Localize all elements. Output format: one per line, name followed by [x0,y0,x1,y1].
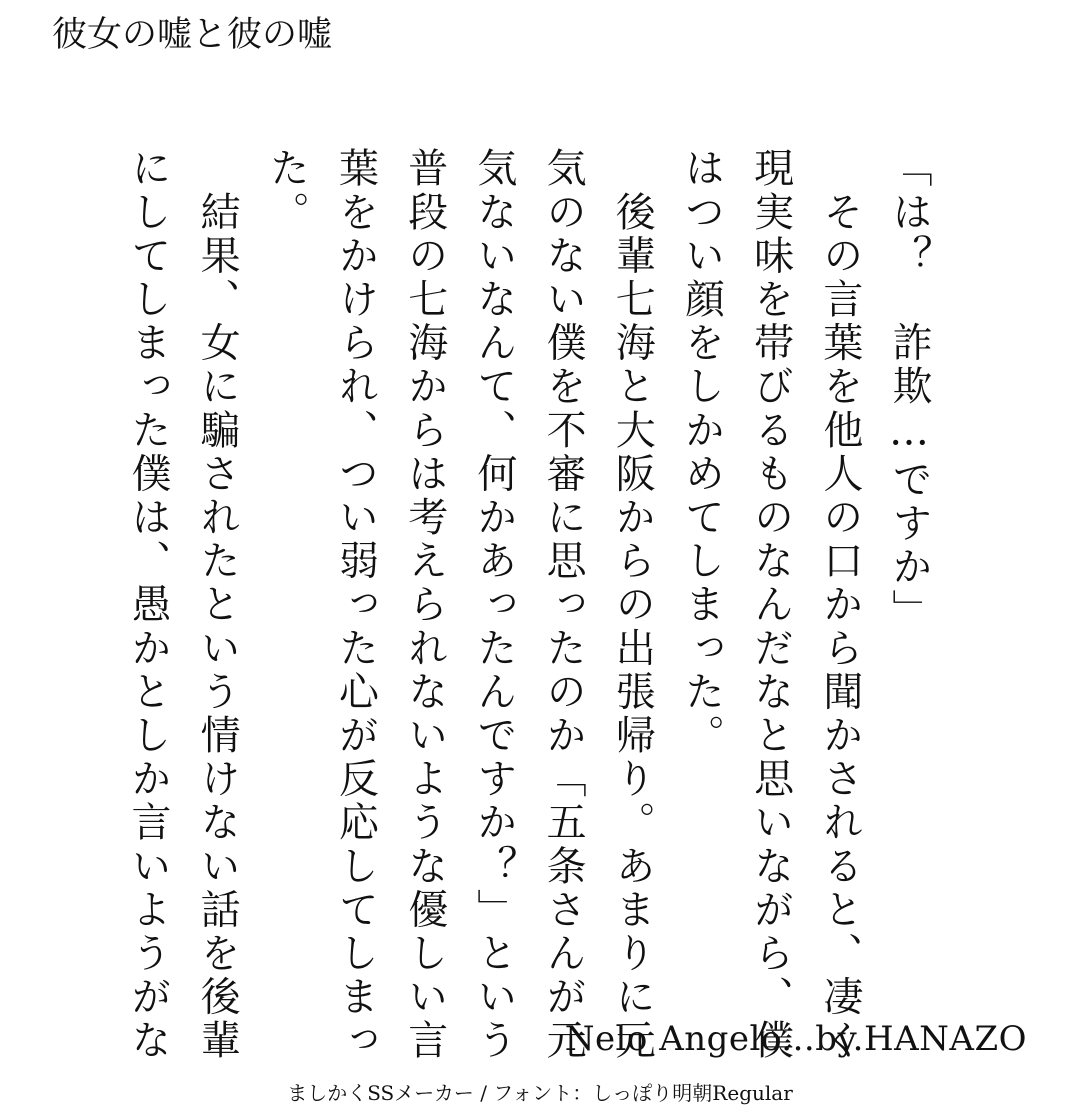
text-line: 現実味を帯びるものなんだなと思いながら、僕 [747,147,794,1063]
text-line: 気ないなんて、何かあったんですか？」という [470,147,517,1063]
text-line: 後輩七海と大阪からの出張帰り。あまりに元 [609,147,656,1063]
text-line: た。 [263,147,310,235]
text-line: 結果、女に騙されたという情けない話を後輩 [194,147,241,1063]
generator-credit: ましかくSSメーカー / フォント：しっぽり明朝Regular [287,1081,793,1105]
text-line: その言葉を他人の口から聞かされると、凄く [816,147,863,1063]
text-line: はつい顔をしかめてしまった。 [678,147,725,758]
author-signature: Nelo Angelo...by.HANAZO [564,1019,1027,1059]
text-line: にしてしまった僕は、愚かとしか言いようがな [124,147,171,1063]
text-line: 気のない僕を不審に思ったのか「五条さんが元 [540,147,587,1063]
text-line: 普段の七海からは考えられないような優しい言 [401,147,448,1063]
text-line: 葉をかけられ、つい弱った心が反応してしまっ [332,147,379,1063]
story-title: 彼女の嘘と彼の嘘 [52,15,333,55]
text-line: 「は？ 詐欺…ですか」 [886,147,932,633]
